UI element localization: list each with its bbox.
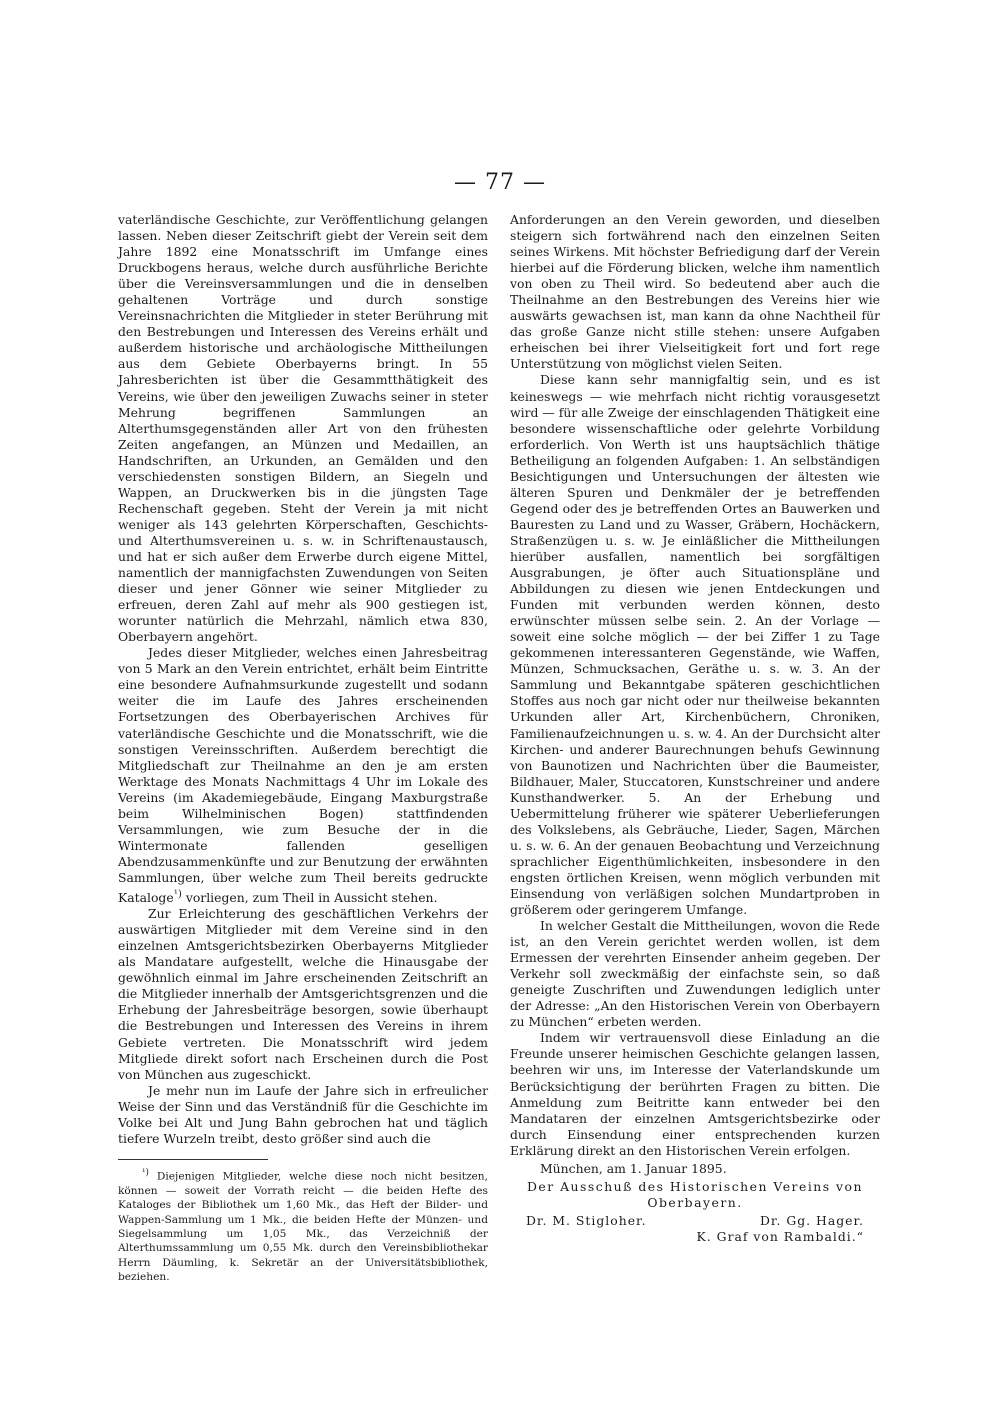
left-column [118,212,488,1285]
left-paragraph-2-text: Jedes dieser Mitglieder, welches einen Jahresbeitrag von 5 Mark an den Verein entrichtet, erhält beim Eintritte eine besondere Aufnahmsurkunde zugestellt und sodann weiter die im Laufe des Jahres erscheinenden Fortsetzungen des Oberbayerischen Archives für vaterländische Geschichte und die Monatsschrift, wie die sonstigen Vereinsschriften. Außerdem berechtigt die Mitgliedschaft zur Theilnahme an den je am ersten Werktage des Monats Nachmittags 4 Uhr im Lokale des Vereins (im Akademiegebäude, Eingang Maxburgstraße beim Wilhelminischen Bogen) stattfindenden Versammlungen, wie zum Besuche der in die Wintermonate fallenden geselligen Abendzusammenkünfte und zur Benutzung der erwähnten Sammlungen, über welche zum Theil bereits gedruckte Kataloge [118,645,488,906]
signature-row [510,1213,880,1229]
footnote-text: Diejenigen Mitglieder, welche diese noch nicht besitzen, können — soweit der Vorrath reicht — die beiden Hefte des Kataloges der Bibliothek um 1,60 Mk., das Heft der Bilder- und Wappen-Sammlung um 1 Mk., die beiden Hefte der Münzen- und Siegelsammlung um 1,05 Mk., das Verzeichniß der Alterthumssammlung um 0,55 Mk. durch den Vereinsbibliothekar Herrn Däumling, k. Sekretär an der Universitätsbibliothek, beziehen. [118,1170,488,1284]
footnote [118,1166,488,1285]
right-column [510,212,880,1245]
footnote-reference: ¹) [173,887,182,900]
date-line: München, am 1. Januar 1895. [540,1160,727,1176]
left-paragraph-2 [118,645,488,906]
committee-line: Der Ausschuß des Historischen Vereins von Oberbayern. [526,1178,863,1210]
right-paragraph-2: Diese kann sehr mannigfaltig sein, und es ist keineswegs — wie mehrfach nicht richtig vorausgesetzt wird — für alle Zweige der einschlagenden Thätigkeit eine besondere wissenschaftliche oder gelehrte Vorbildung erforderlich. Von Werth ist uns hauptsächlich thätige Betheiligung an folgenden Aufgaben: 1. An selbständigen Besichtigungen und Untersuchungen der ältesten wie älteren Spuren und Denkmäler der je betreffenden Gegend oder des je betreffenden Ortes an Bauwerken und Bauresten zu Land und zu Wasser, Gräbern, Hochäckern, Straßenzügen u. s. w. Je einläßlicher die Mittheilungen hierüber ausfallen, namentlich bei sorgfältigen Ausgrabungen, je öfter auch Situationspläne und Abbildungen zu diesen wie jenen Entdeckungen und Funden mit verbunden werden können, desto erwünschter müssen selbe sein. 2. An der Vorlage — soweit eine solche möglich — der bei Ziffer 1 zu Tage gekommenen interessanteren Gegenstände, wie Waffen, Münzen, Schmucksachen, Geräthe u. s. w. 3. An der Sammlung und Bekanntgabe späteren geschichtlichen Stoffes aus noch gar nicht oder nur theilweise bekannten Urkunden aller Art, Kirchenbüchern, Chroniken, Familienaufzeichnungen u. s. w. 4. An der Durchsicht alter Kirchen- und anderer Baurechnungen behufs Gewinnung von Baunotizen und Nachrichten über die Baumeister, Bildhauer, Maler, Stuccatoren, Kunstschreiner und andere Kunsthandwerker. 5. An der Erhebung und Uebermittelung früherer wie späterer Ueberlieferungen des Volkslebens, als Gebräuche, Lieder, Sagen, Märchen u. s. w. 6. An der genauen Beobachtung und Verzeichnung sprachlicher Eigenthümlichkeiten, insbesondere in den engsten örtlichen Kreisen, wenn möglich verbunden mit Einsendung von verläßigen solchen Mundartproben in größerem oder geringerem Umfange. [510,372,880,918]
signoff [510,1161,880,1245]
footnote-body [118,1166,488,1285]
signature-hager: Dr. Gg. Hager. [759,1212,864,1228]
right-paragraph-3: In welcher Gestalt die Mittheilungen, wovon die Rede ist, an den Verein gerichtet werden wollen, ist dem Ermessen der verehrten Einsender anheim gegeben. Der Verkehr soll zweckmäßig der einfachste sein, so daß geneigte Zuschriften und Zuwendungen lediglich unter der Adresse: „An den Historischen Verein von Oberbayern zu München“ erbeten werden. [510,918,880,1030]
left-paragraph-4: Je mehr nun im Laufe der Jahre sich in erfreulicher Weise der Sinn und das Verständniß für die Geschichte im Volke bei Alt und Jung Bahn gebrochen hat und täglich tiefere Wurzeln treibt, desto größer sind auch die [118,1082,488,1146]
page-number: — 77 — [454,170,546,195]
right-paragraph-1: Anforderungen an den Verein geworden, und dieselben steigern sich fortwährend nach den einzelnen Seiten seines Wirkens. Mit höchster Befriedigung darf der Verein hierbei auf die Förderung blicken, welche ihm namentlich von oben zu Theil wird. So bedeutend aber auch die Theilnahme an den Bestrebungen des Vereins hier wie auswärts gewachsen ist, man kann da ohne Nachtheil für das große Ganze nicht stille stehen: unsere Aufgaben erheischen bei ihrer Vielseitigkeit fort und fort rege Unterstützung von möglichst vielen Seiten. [510,212,880,372]
left-paragraph-3: Zur Erleichterung des geschäftlichen Verkehrs der auswärtigen Mitglieder mit dem Vereine sind in den einzelnen Amtsgerichtsbezirken Oberbayerns Mitglieder als Mandatare aufgestellt, welche die Hinausgabe der gewöhnlich einmal im Jahre erscheinenden Zeitschrift an die Mitglieder innerhalb der Amtsgerichtsgrenzen und die Erhebung der Jahresbeiträge besorgen, sowie überhaupt die Bestrebungen und Interessen des Vereins in ihrem Gebiete vertreten. Die Monatsschrift wird jedem Mitgliede direkt sofort nach Erscheinen durch die Post von München aus zugeschickt. [118,906,488,1082]
signature-rambaldi: K. Graf von Rambaldi.“ [696,1228,864,1244]
right-paragraph-4: Indem wir vertrauensvoll diese Einladung an die Freunde unserer heimischen Geschichte gelangen lassen, beehren wir uns, im Interesse der Vaterlandskunde um Berücksichtigung der berührten Fragen zu bitten. Die Anmeldung zum Beitritte kann entweder bei den Mandataren der einzelnen Amtsgerichtsbezirke oder durch Einsendung einer entsprechenden kurzen Erklärung direkt an den Historischen Verein erfolgen. [510,1030,880,1158]
footnote-marker: ¹) [142,1167,149,1178]
footnote-divider [118,1159,268,1160]
left-paragraph-2-tail: vorliegen, zum Theil in Aussicht stehen. [181,890,438,906]
left-paragraph-1: vaterländische Geschichte, zur Veröffentlichung gelangen lassen. Neben dieser Zeitschrift giebt der Verein seit dem Jahre 1892 eine Monatsschrift im Umfange eines Druckbogens heraus, welche durch ausführliche Berichte über die Vereinsversammlungen und die in denselben gehaltenen Vorträge und durch sonstige Vereinsnachrichten die Mitglieder in steter Berührung mit den Bestrebungen und Interessen des Vereins erhält und außerdem historische und archäologische Mittheilungen aus dem Gebiete Oberbayerns bringt. In 55 Jahresberichten ist über die Gesammtthätigkeit des Vereins, wie über den jeweiligen Zuwachs seiner in steter Mehrung begriffenen Sammlungen an Alterthumsgegenständen aller Art von den frühesten Zeiten angefangen, an Münzen und Medaillen, an Handschriften, an Urkunden, an Gemälden und den verschiedensten sonstigen Bildern, an Siegeln und Wappen, an Druckwerken bis in die jüngsten Tage Rechenschaft gegeben. Steht der Verein ja mit nicht weniger als 143 gelehrten Körperschaften, Geschichts- und Alterthumsvereinen u. s. w. in Schriftenaustausch, und hat er sich außer dem Erwerbe durch eigene Mittel, namentlich der mannigfachsten Zuwendungen von Seiten dieser und jener Gönner wie seiner Mitglieder zu erfreuen, deren Zahl auf mehr als 900 gestiegen ist, worunter natürlich die Mehrzahl, nämlich etwa 830, Oberbayern angehört. [118,212,488,645]
signature-stigloher: Dr. M. Stigloher. [526,1212,647,1228]
